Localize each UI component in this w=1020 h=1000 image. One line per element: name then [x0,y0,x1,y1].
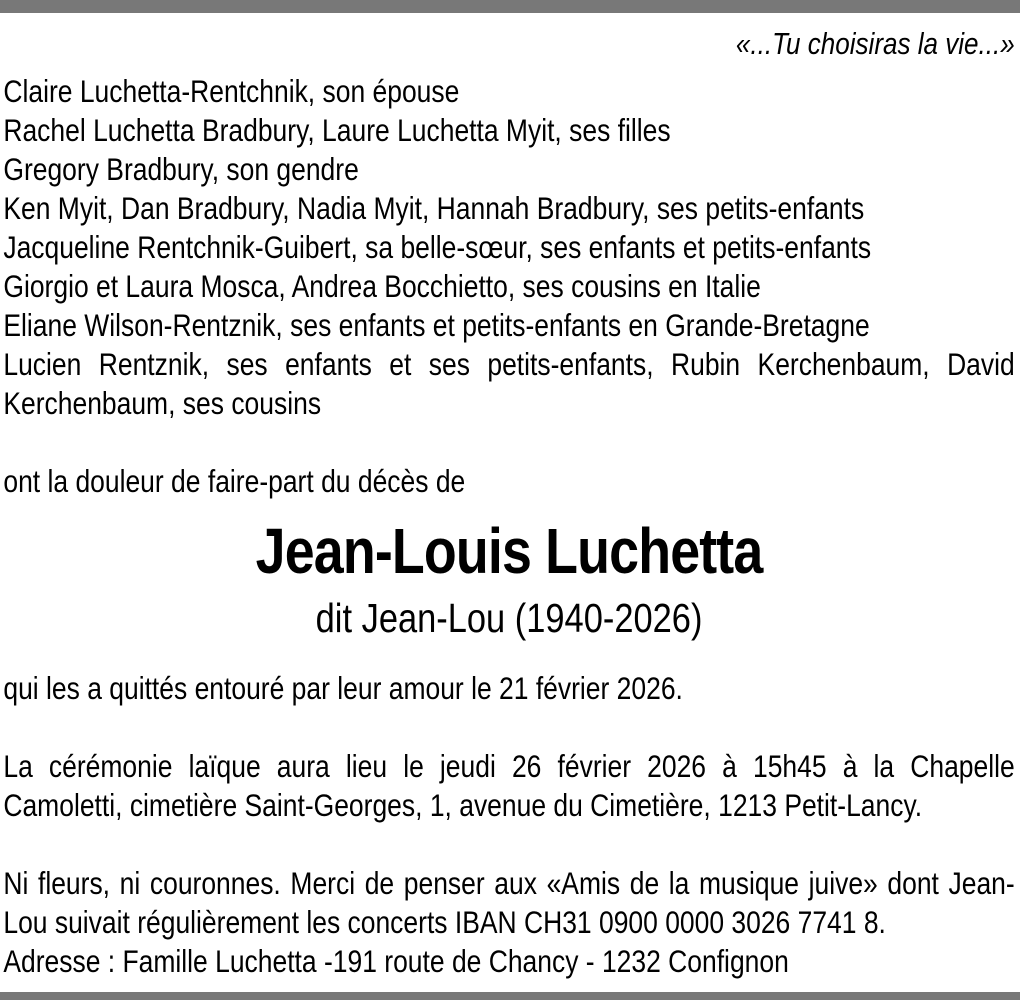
family-member-line: Gregory Bradbury, son gendre [3,151,359,187]
deceased-name: Jean-Louis Luchetta [255,515,763,587]
deceased-subtitle: dit Jean-Lou (1940-2026) [315,595,703,641]
family-member-line: Jacqueline Rentchnik-Guibert, sa belle-sœur, ses enfants et petits-enfants [3,229,872,265]
death-date-line: qui les a quittés entouré par leur amour le 21 février 2026. [3,670,683,706]
family-member-line: Ken Myit, Dan Bradbury, Nadia Myit, Hannah Bradbury, ses petits-enfants [3,190,865,226]
family-member-line: Giorgio et Laura Mosca, Andrea Bocchietto, ses cousins en Italie [3,268,761,304]
family-address: Adresse : Famille Luchetta -191 route de Chancy - 1232 Confignon [3,943,789,979]
top-border-bar [0,0,1020,13]
family-member-line: Lucien Rentznik, ses enfants et ses petits-enfants, Rubin Kerchenbaum, David Kerchenbaum, ses cousins [3,346,1015,421]
family-list [3,72,1014,423]
family-member-line: Rachel Luchetta Bradbury, Laure Luchetta Myit, ses filles [3,112,671,148]
family-member-line: Eliane Wilson-Rentznik, ses enfants et petits-enfants en Grande-Bretagne [3,307,870,343]
bottom-border-bar [0,992,1020,1000]
ceremony-details: La cérémonie laïque aura lieu le jeudi 26 février 2026 à 15h45 à la Chapelle Camoletti, cimetière Saint-Georges, 1, avenue du Cimetière, 1213 Petit-Lancy. [3,748,1015,823]
donations-note: Ni fleurs, ni couronnes. Merci de penser aux «Amis de la musique juive» dont Jean-Lou suivait régulièrement les concerts IBAN CH31 0900 0000 3026 7741 8. [3,865,1015,940]
family-member-line: Claire Luchetta-Rentchnik, son épouse [3,73,460,109]
epigraph-quote: «...Tu choisiras la vie...» [735,26,1015,61]
announcement-intro: ont la douleur de faire-part du décès de [3,463,466,499]
obituary-notice [0,26,1020,981]
